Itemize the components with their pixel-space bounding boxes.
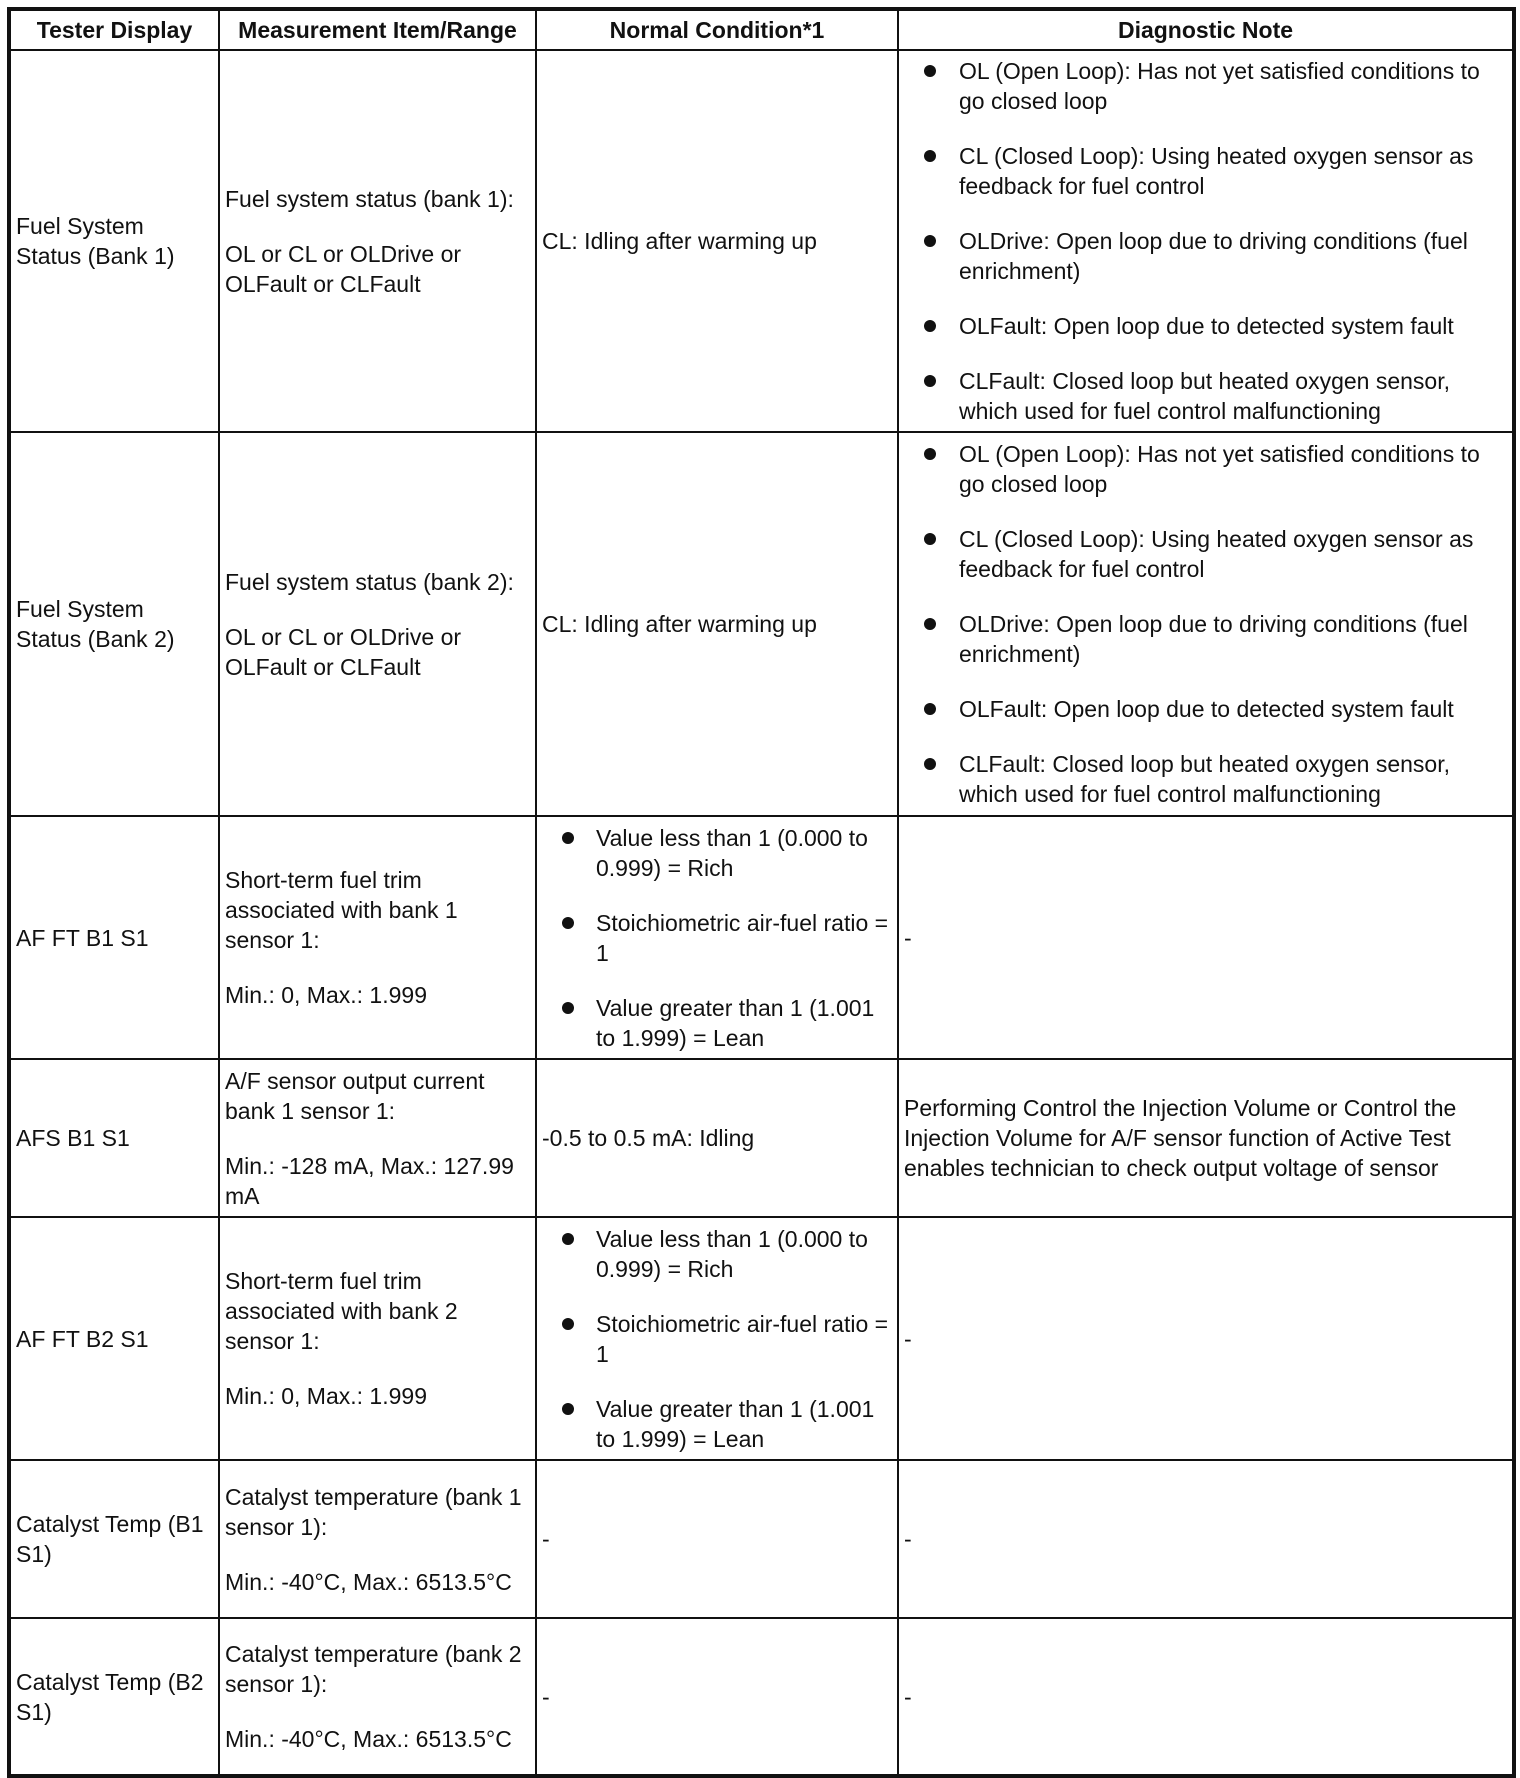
cell-tester-display: AF FT B2 S1 [9,1217,219,1460]
list-item: Value greater than 1 (1.001 to 1.999) = Lean [542,993,892,1053]
cell-diagnostic-note: - [898,1460,1514,1618]
measurement-range: Min.: -40°C, Max.: 6513.5°C [225,1568,512,1595]
cell-measurement [219,1460,536,1618]
cell-measurement [219,816,536,1059]
normal-bullet-list [542,823,892,1053]
table-row [9,816,1514,1059]
normal-bullet-list [542,1224,892,1454]
list-item: OLDrive: Open loop due to driving conditions (fuel enrichment) [904,226,1507,286]
cell-measurement [219,1059,536,1217]
cell-normal-condition: - [536,1618,898,1776]
measurement-description: Fuel system status (bank 1): [225,185,514,212]
list-item: OL (Open Loop): Has not yet satisfied conditions to go closed loop [904,439,1507,499]
list-item: OL (Open Loop): Has not yet satisfied conditions to go closed loop [904,56,1507,116]
cell-diagnostic-note: - [898,816,1514,1059]
list-item: CLFault: Closed loop but heated oxygen sensor, which used for fuel control malfunctioning [904,366,1507,426]
list-item: Stoichiometric air-fuel ratio = 1 [542,1309,892,1369]
measurement-description: Catalyst temperature (bank 2 sensor 1): [225,1641,522,1697]
cell-normal-condition: - [536,1460,898,1618]
cell-measurement [219,1618,536,1776]
cell-normal-condition: CL: Idling after warming up [536,50,898,432]
cell-measurement [219,50,536,432]
cell-diagnostic-note: Performing Control the Injection Volume or Control the Injection Volume for A/F sensor function of Active Test enables technician to check output voltage of sensor [898,1059,1514,1217]
table-row [9,1059,1514,1217]
cell-tester-display: Catalyst Temp (B1 S1) [9,1460,219,1618]
cell-tester-display: Fuel System Status (Bank 2) [9,432,219,816]
list-item: Value less than 1 (0.000 to 0.999) = Rich [542,1224,892,1284]
table-row [9,50,1514,432]
measurement-description: Short-term fuel trim associated with bank 1 sensor 1: [225,867,458,953]
measurement-description: Short-term fuel trim associated with bank 2 sensor 1: [225,1268,458,1354]
diagnostic-data-table [7,7,1516,1778]
cell-diagnostic-note: - [898,1217,1514,1460]
cell-diagnostic-note: - [898,1618,1514,1776]
table-header-row [9,9,1514,50]
cell-normal-condition: -0.5 to 0.5 mA: Idling [536,1059,898,1217]
list-item: Stoichiometric air-fuel ratio = 1 [542,908,892,968]
list-item: OLDrive: Open loop due to driving conditions (fuel enrichment) [904,609,1507,669]
measurement-range: Min.: 0, Max.: 1.999 [225,1383,427,1409]
note-bullet-list [904,56,1507,426]
cell-measurement [219,432,536,816]
measurement-range: Min.: 0, Max.: 1.999 [225,982,427,1008]
cell-normal-condition [536,816,898,1059]
list-item: Value less than 1 (0.000 to 0.999) = Rich [542,823,892,883]
list-item: CL (Closed Loop): Using heated oxygen sensor as feedback for fuel control [904,141,1507,201]
cell-measurement [219,1217,536,1460]
cell-tester-display: AF FT B1 S1 [9,816,219,1059]
table-row [9,432,1514,816]
cell-tester-display: Catalyst Temp (B2 S1) [9,1618,219,1776]
cell-tester-display: AFS B1 S1 [9,1059,219,1217]
measurement-range: Min.: -128 mA, Max.: 127.99 mA [225,1152,514,1209]
table-row [9,1460,1514,1618]
measurement-range: OL or CL or OLDrive or OLFault or CLFault [225,240,462,297]
header-normal-condition: Normal Condition*1 [536,9,898,50]
list-item: CL (Closed Loop): Using heated oxygen sensor as feedback for fuel control [904,524,1507,584]
measurement-description: A/F sensor output current bank 1 sensor 1: [225,1067,485,1124]
header-diagnostic-note: Diagnostic Note [898,9,1514,50]
header-tester-display: Tester Display [9,9,219,50]
measurement-range: Min.: -40°C, Max.: 6513.5°C [225,1726,512,1752]
header-measurement-item: Measurement Item/Range [219,9,536,50]
list-item: Value greater than 1 (1.001 to 1.999) = Lean [542,1394,892,1454]
table-row [9,1217,1514,1460]
cell-normal-condition: CL: Idling after warming up [536,432,898,816]
measurement-description: Catalyst temperature (bank 1 sensor 1): [225,1483,522,1540]
cell-normal-condition [536,1217,898,1460]
list-item: CLFault: Closed loop but heated oxygen sensor, which used for fuel control malfunctioning [904,749,1507,809]
table-row [9,1618,1514,1776]
list-item: OLFault: Open loop due to detected system fault [904,694,1507,724]
note-bullet-list [904,439,1507,809]
measurement-description: Fuel system status (bank 2): [225,568,514,595]
cell-diagnostic-note [898,432,1514,816]
measurement-range: OL or CL or OLDrive or OLFault or CLFault [225,623,462,680]
cell-diagnostic-note [898,50,1514,432]
list-item: OLFault: Open loop due to detected system fault [904,311,1507,341]
cell-tester-display: Fuel System Status (Bank 1) [9,50,219,432]
